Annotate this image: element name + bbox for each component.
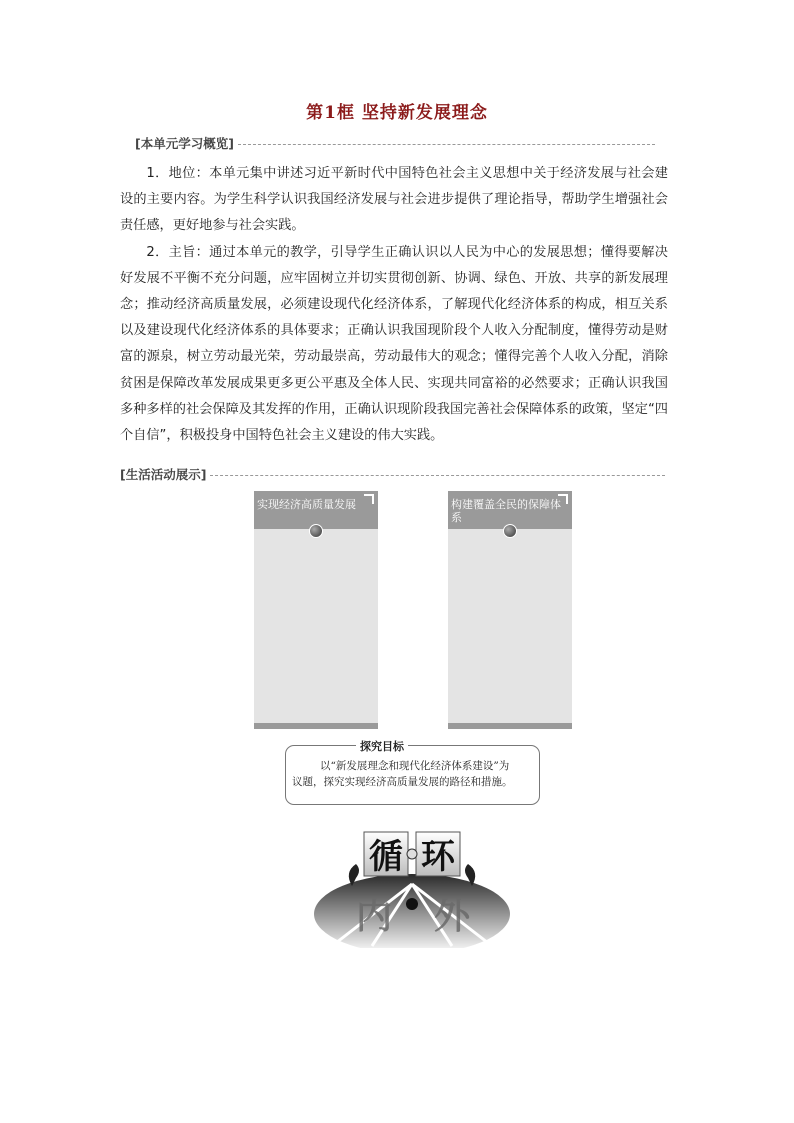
corner-arrow-icon: [558, 494, 568, 504]
page-title: 第1框 坚持新发展理念: [306, 103, 488, 123]
section-label: [生活活动展示]: [120, 467, 207, 482]
card-footer: [254, 723, 378, 729]
section-header-overview: [135, 133, 655, 153]
card-title: 实现经济高质量发展: [257, 498, 356, 511]
char-huan: 环: [421, 837, 455, 877]
activity-card-quality-development[interactable]: [254, 491, 378, 729]
loop-inside-outside-graphic: [312, 826, 512, 948]
char-wai: 外: [433, 896, 471, 937]
globe-icon: [503, 524, 517, 538]
overview-text: [120, 161, 668, 449]
goal-title: 探究目标: [356, 738, 408, 754]
goal-text-line1: 以“新发展理念和现代化经济体系建设”为: [320, 760, 510, 772]
section-label: [本单元学习概览]: [135, 136, 234, 151]
dashed-divider: [238, 144, 655, 145]
globe-icon: [309, 524, 323, 538]
char-xun: 循: [369, 837, 403, 877]
corner-arrow-icon: [364, 494, 374, 504]
center-dot: [406, 898, 418, 910]
card-title: 构建覆盖全民的保障体系: [451, 498, 561, 524]
section-header-activity: [120, 464, 665, 484]
explore-goal-box: [285, 740, 540, 805]
char-nei: 内: [355, 896, 393, 937]
dashed-divider: [210, 475, 665, 476]
card-footer: [448, 723, 572, 729]
paragraph-theme: 2．主旨：通过本单元的教学，引导学生正确认识以人民为中心的发展思想；懂得要解决好发展不平衡不充分问题，应牢固树立并切实贯彻创新、协调、绿色、开放、共享的新发展理念；推动经济高质量发展，必须建设现代化经济体系，了解现代化经济体系的构成，相互关系以及建设现代化经济体系的具体要求；正确认识我国现阶段个人收入分配制度，懂得劳动是财富的源泉，树立劳动最光荣，劳动最崇高，劳动最伟大的观念；懂得完善个人收入分配，消除贫困是保障改革发展成果更多更公平惠及全体人民、实现共同富裕的必然要求；正确认识我国多种多样的社会保障及其发挥的作用，正确认识现阶段我国完善社会保障体系的政策，坚定“四个自信”，积极投身中国特色社会主义建设的伟大实践。: [120, 244, 668, 444]
activity-card-security-system[interactable]: [448, 491, 572, 729]
goal-text-line2: 议题，探究实现经济高质量发展的路径和措施。: [292, 776, 513, 788]
link-knot: [407, 849, 417, 859]
paragraph-position: 1．地位：本单元集中讲述习近平新时代中国特色社会主义思想中关于经济发展与社会建设的主要内容。为学生科学认识我国经济发展与社会进步提供了理论指导，帮助学生增强社会责任感，更好地参与社会实践。: [120, 166, 668, 234]
goal-text: [292, 758, 534, 790]
